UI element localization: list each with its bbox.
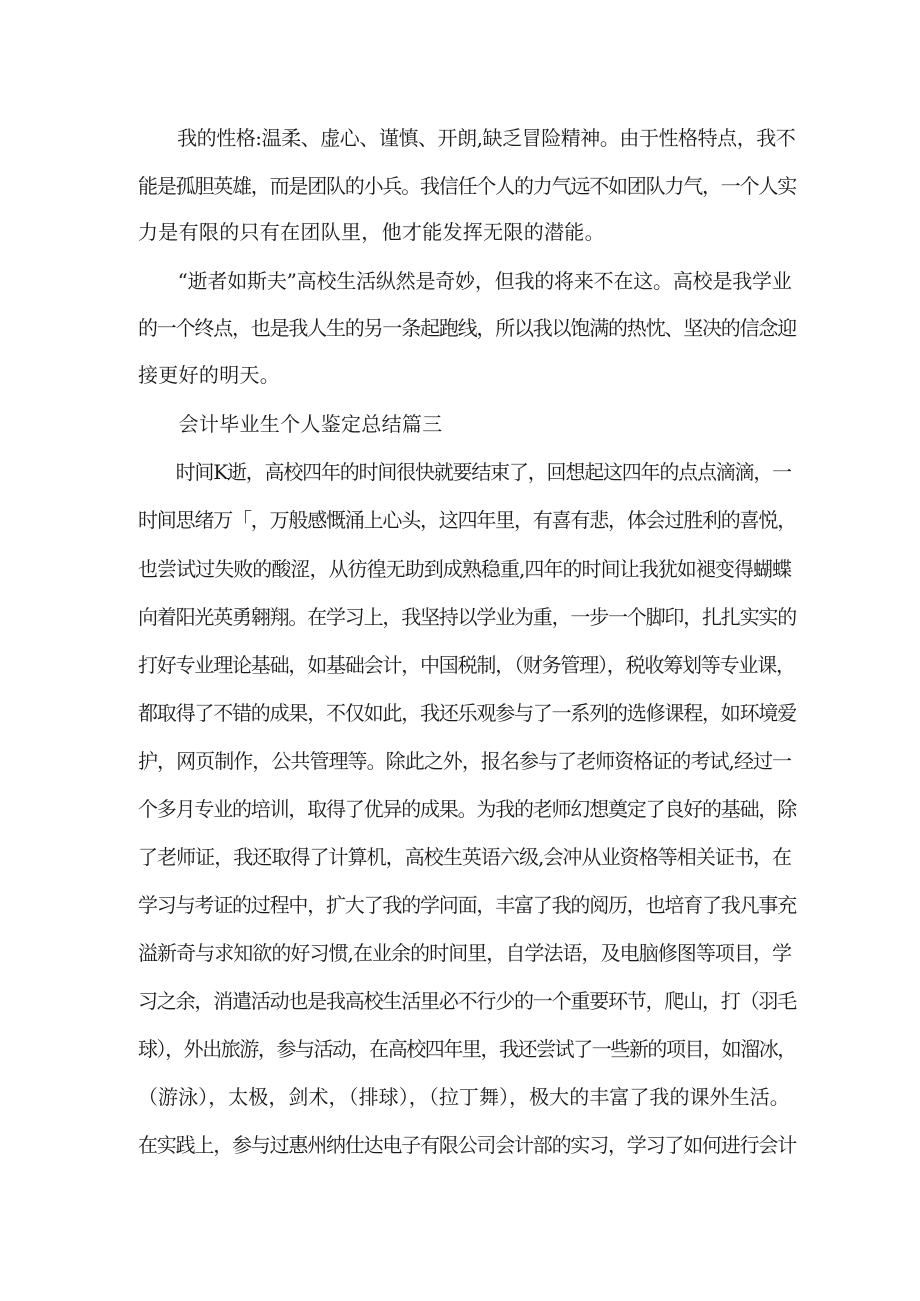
text-line: 球），外出旅游，参与活动，在高校四年里，我还尝试了一些新的项目，如溜冰， [138,1037,796,1061]
text-line: 力是有限的只有在团队里，他才能发挥无限的潜能。 [138,220,605,244]
text-line: 我的性格:温柔、虚心、谨慎、开朗,缺乏冒险精神。由于性格特点，我不 [138,126,796,150]
text-line: 在实践上，参与过惠州纳仕达电子有限公司会计部的实习，学习了如何进行会计 [138,1133,796,1157]
text-line: 向着阳光英勇翱翔。在学习上，我坚持以学业为重，一步一个脚印，扎扎实实的 [138,605,796,629]
text-line: “逝者如斯夫”高校生活纵然是奇妙，但我的将来不在这。高校是我学业 [138,269,792,293]
text-line: 都取得了不错的成果，不仅如此，我还乐观参与了一系列的选修课程，如环境爱 [138,701,796,725]
text-line: 个多月专业的培训，取得了优异的成果。为我的老师幻想奠定了良好的基础，除 [138,797,796,821]
text-line: 了老师证，我还取得了计算机，高校生英语六级,会冲从业资格等相关证书，在 [138,845,792,869]
text-line: 接更好的明天。 [138,363,281,387]
text-line: 的一个终点，也是我人生的另一条起跑线，所以我以饱满的热忱、坚决的信念迎 [138,316,796,340]
section-heading: 会计毕业生个人鉴定总结篇三 [138,412,443,436]
text-line: 也尝试过失败的酸涩，从彷徨无助到成熟稳重,四年的时间让我犹如褪变得蝴蝶 [138,557,792,581]
text-line: （游泳），太极，剑术，（排球），（拉丁舞），极大的丰富了我的课外生活。 [138,1085,790,1109]
text-line: 时间思绪万「，万般感慨涌上心头，这四年里，有喜有悲，体会过胜利的喜悦， [138,508,796,532]
text-line: 护，网页制作，公共管理等。除此之外，报名参与了老师资格证的考试,经过一 [138,749,792,773]
text-line: 溢新奇与求知欲的好习惯,在业余的时间里，自学法语，及电脑修图等项目，学 [138,941,792,965]
text-line: 打好专业理论基础，如基础会计，中国税制，（财务管理），税收筹划等专业课， [138,653,795,677]
text-line: 时间K逝，高校四年的时间很快就要结束了，回想起这四年的点点滴滴，一 [138,460,791,484]
text-line: 学习与考证的过程中，扩大了我的学问面，丰富了我的阅历，也培育了我凡事充 [138,893,796,917]
text-line: 习之余，消遣活动也是我高校生活里必不行少的一个重要环节，爬山，打（羽毛 [138,989,796,1013]
text-line: 能是孤胆英雄，而是团队的小兵。我信任个人的力气远不如团队力气，一个人实 [138,174,796,198]
